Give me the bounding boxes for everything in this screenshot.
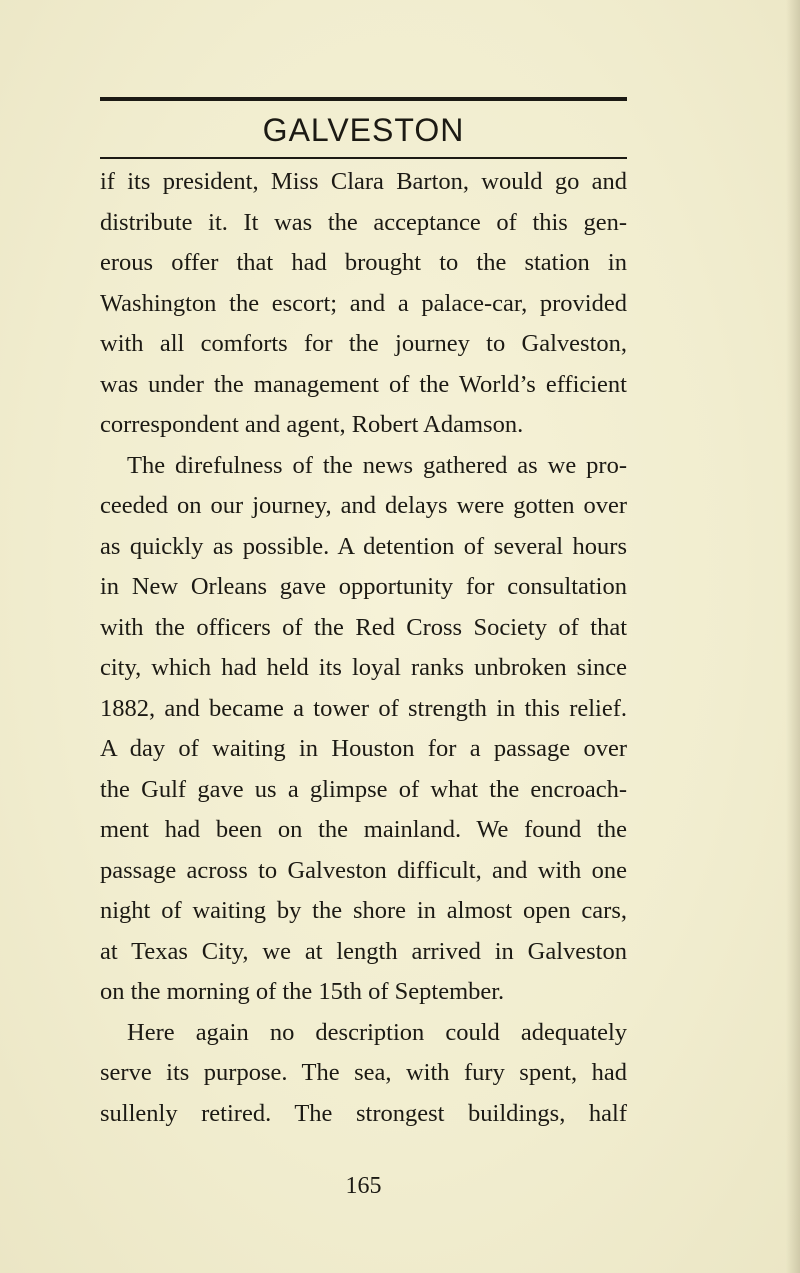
text-line: the Gulf gave us a glimpse of what the encroach- (100, 775, 627, 803)
running-head: GALVESTON (262, 112, 465, 148)
text-line: as quickly as possible. A detention of several hours (100, 532, 627, 560)
text-line: ment had been on the mainland. We found the (100, 816, 627, 843)
text-line: night of waiting by the shore in almost open cars, (100, 897, 627, 924)
text-line: passage across to Galveston difficult, and with one (100, 856, 627, 884)
text-line: with all comforts for the journey to Galveston, (100, 330, 627, 357)
text-line: ceeded on our journey, and delays were gotten over (100, 492, 627, 519)
text-line: in New Orleans gave opportunity for consultation (100, 573, 627, 600)
text-line: Here again no description could adequately (127, 1018, 627, 1046)
text-line: A day of waiting in Houston for a passage over (100, 735, 627, 762)
header-rule-top (100, 97, 627, 101)
text-line: distribute it. It was the acceptance of this gen- (100, 208, 627, 236)
page-number: 165 (345, 1173, 382, 1199)
body-text (100, 162, 627, 1134)
text-line: serve its purpose. The sea, with fury spent, had (100, 1059, 627, 1086)
text-line: if its president, Miss Clara Barton, would go and (100, 168, 627, 195)
text-line: sullenly retired. The strongest buildings, half (100, 1099, 627, 1127)
text-line: Washington the escort; and a palace-car, provided (100, 289, 627, 317)
text-line: The direfulness of the news gathered as we pro- (127, 451, 627, 479)
header-rule-bottom (100, 157, 627, 159)
page-edge-shadow (786, 0, 800, 1273)
text-line: at Texas City, we at length arrived in Galveston (100, 937, 627, 965)
text-line: city, which had held its loyal ranks unbroken since (100, 654, 627, 681)
text-line: 1882, and became a tower of strength in this relief. (100, 694, 627, 722)
text-line: was under the management of the World’s efficient (100, 370, 627, 398)
text-line: erous offer that had brought to the station in (100, 249, 627, 276)
text-line: on the morning of the 15th of September. (100, 978, 505, 1005)
text-line: correspondent and agent, Robert Adamson. (100, 411, 524, 438)
text-line: with the officers of the Red Cross Society of that (100, 613, 627, 641)
